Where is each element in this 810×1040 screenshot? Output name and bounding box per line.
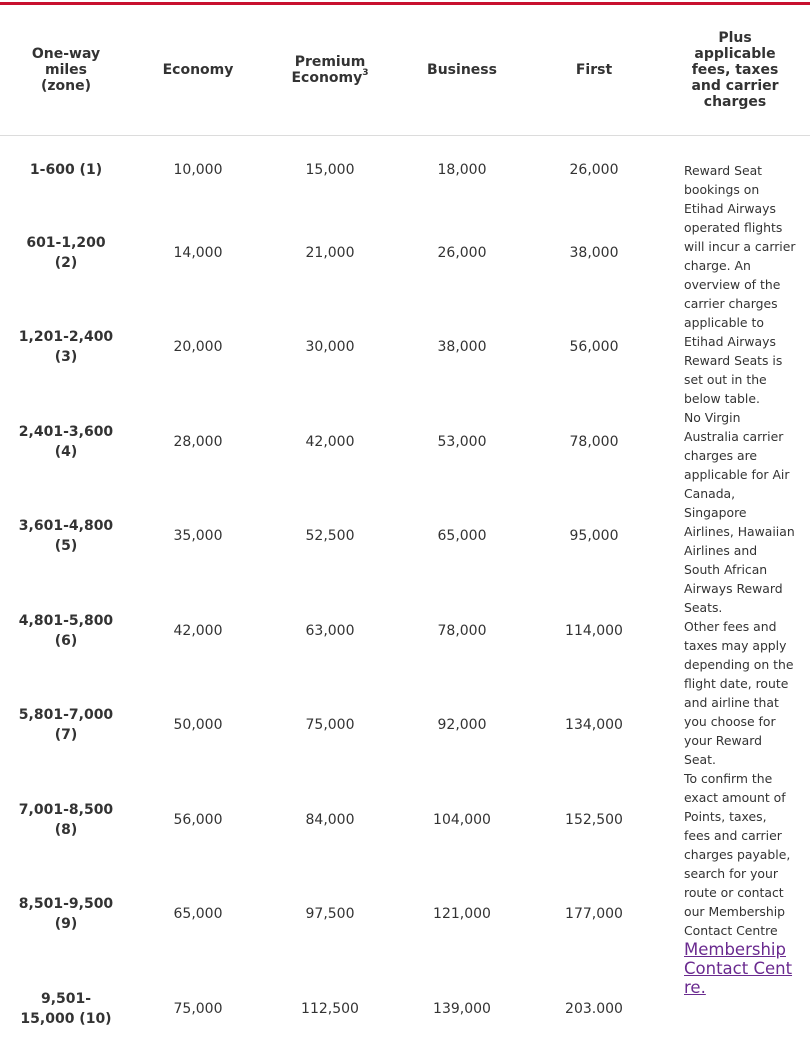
header-premium-economy: Premium Economy$^3$ [291, 54, 369, 86]
first-cell: 26,000 [569, 162, 619, 178]
economy-cell: 42,000 [173, 623, 223, 639]
premium-economy-cell: 42,000 [305, 434, 355, 450]
business-cell: 104,000 [433, 812, 491, 828]
first-cell: 177,000 [565, 906, 623, 922]
header-one-way-miles: One-way miles (zone) [31, 46, 101, 94]
first-cell: 114,000 [565, 623, 623, 639]
header-fees-taxes-charges: Plus applicable fees, taxes and carrier charges [691, 30, 779, 110]
table-row [0, 327, 660, 367]
table-header [0, 5, 810, 136]
table-row [0, 150, 660, 190]
premium-economy-cell: 30,000 [305, 339, 355, 355]
notes-paragraph-etihad: Reward Seat bookings on Etihad Airways operated flights will incur a carrier charge. An overview of the carrier charges applicable to Etihad Airways Reward Seats is set out in the below table. [684, 163, 796, 406]
zone-cell: 5,801-7,000 (7) [18, 707, 114, 743]
premium-footnote-marker: 3 [362, 68, 369, 79]
fees-notes-cell [684, 161, 796, 997]
first-cell: 38,000 [569, 245, 619, 261]
business-cell: 139,000 [433, 1001, 491, 1017]
business-cell: 26,000 [437, 245, 487, 261]
table-row [0, 894, 660, 934]
premium-economy-cell: 84,000 [305, 812, 355, 828]
premium-economy-cell: 75,000 [305, 717, 355, 733]
table-row [0, 233, 660, 273]
header-first: First [575, 62, 613, 78]
zone-cell: 1,201-2,400 (3) [18, 329, 114, 365]
economy-cell: 20,000 [173, 339, 223, 355]
zone-cell: 4,801-5,800 (6) [18, 613, 114, 649]
membership-contact-centre-link[interactable]: Membership Contact Centre. [684, 940, 793, 997]
table-row [0, 422, 660, 462]
premium-economy-cell: 63,000 [305, 623, 355, 639]
zone-cell: 1-600 (1) [29, 162, 103, 178]
business-cell: 65,000 [437, 528, 487, 544]
notes-paragraph-no-carrier-charges: No Virgin Australia carrier charges are applicable for Air Canada, Singapore Airlines, Hawaiian Airlines and South African Airways Reward Seats. [684, 410, 795, 615]
first-cell: 95,000 [569, 528, 619, 544]
first-cell: 78,000 [569, 434, 619, 450]
table-row [0, 989, 660, 1029]
notes-paragraph-other-fees: Other fees and taxes may apply depending on the flight date, route and airline that you choose for your Reward Seat. [684, 619, 794, 767]
business-cell: 92,000 [437, 717, 487, 733]
business-cell: 53,000 [437, 434, 487, 450]
zone-cell: 9,501-15,000 (10) [20, 991, 112, 1027]
economy-cell: 65,000 [173, 906, 223, 922]
economy-cell: 35,000 [173, 528, 223, 544]
zone-cell: 8,501-9,500 (9) [18, 896, 114, 932]
economy-cell: 50,000 [173, 717, 223, 733]
zone-cell: 7,001-8,500 (8) [18, 802, 114, 838]
economy-cell: 75,000 [173, 1001, 223, 1017]
economy-cell: 10,000 [173, 162, 223, 178]
economy-cell: 14,000 [173, 245, 223, 261]
first-cell: 152,500 [565, 812, 623, 828]
table-row [0, 705, 660, 745]
zone-cell: 2,401-3,600 (4) [18, 424, 114, 460]
premium-economy-cell: 97,500 [305, 906, 355, 922]
business-cell: 18,000 [437, 162, 487, 178]
business-cell: 121,000 [433, 906, 491, 922]
premium-economy-cell: 52,500 [305, 528, 355, 544]
premium-economy-cell: 15,000 [305, 162, 355, 178]
first-cell: 134,000 [565, 717, 623, 733]
header-business: Business [427, 62, 497, 78]
premium-economy-cell: 21,000 [305, 245, 355, 261]
economy-cell: 28,000 [173, 434, 223, 450]
premium-economy-cell: 112,500 [301, 1001, 359, 1017]
business-cell: 38,000 [437, 339, 487, 355]
first-cell: 203.000 [565, 1001, 623, 1017]
zone-cell: 3,601-4,800 (5) [18, 518, 114, 554]
economy-cell: 56,000 [173, 812, 223, 828]
business-cell: 78,000 [437, 623, 487, 639]
table-row [0, 516, 660, 556]
notes-paragraph-confirm: To confirm the exact amount of Points, taxes, fees and carrier charges payable, search for your route or contact our Membership Contact Centre [684, 771, 791, 938]
table-row [0, 800, 660, 840]
first-cell: 56,000 [569, 339, 619, 355]
zone-cell: 601-1,200 (2) [26, 235, 106, 271]
header-economy: Economy [162, 62, 234, 78]
table-row [0, 611, 660, 651]
